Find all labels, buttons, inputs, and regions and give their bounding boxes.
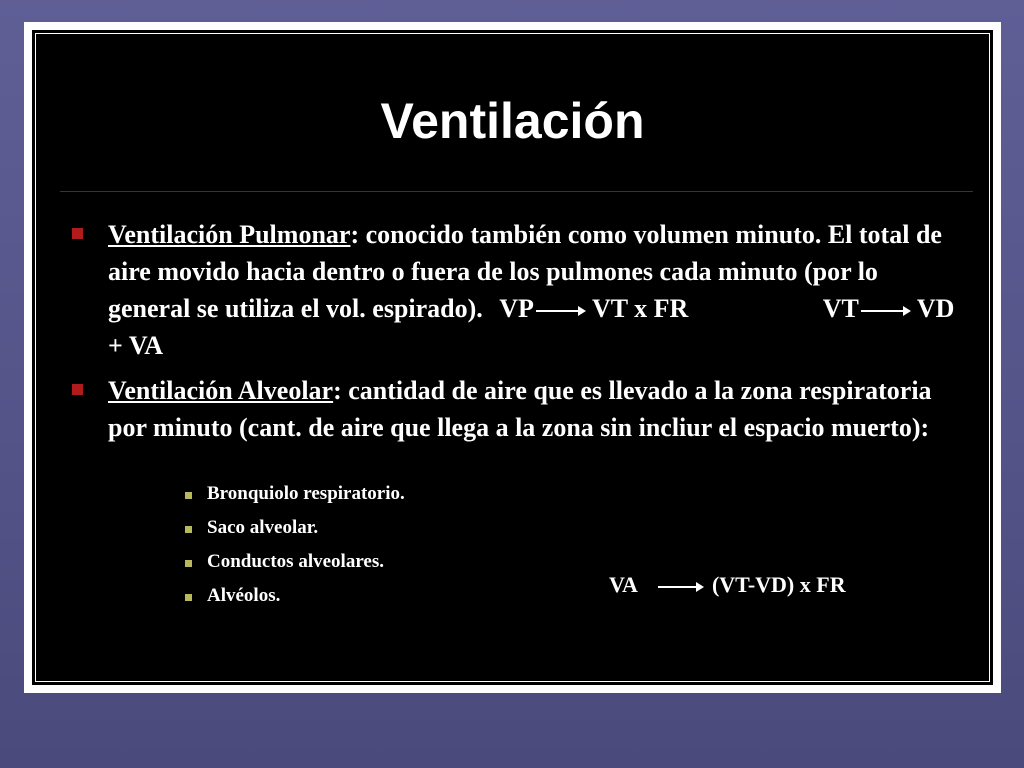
formula-va bbox=[609, 570, 846, 600]
slide-frame bbox=[24, 22, 1001, 693]
arrow-right-icon bbox=[536, 310, 584, 312]
bullet-term: Ventilación Pulmonar bbox=[108, 220, 351, 249]
formula-vp-right: VT x FR bbox=[591, 294, 689, 323]
formula-va-right: (VT-VD) x FR bbox=[711, 572, 846, 597]
formula-vp-left: VP bbox=[499, 294, 534, 323]
formula-vt-left: VT bbox=[822, 294, 859, 323]
bullet-term: Ventilación Alveolar bbox=[108, 376, 334, 405]
title-divider bbox=[60, 191, 973, 192]
sub-bullet-square-icon bbox=[185, 526, 192, 533]
slide-title: Ventilación bbox=[380, 93, 645, 149]
bullet-text: : cantidad de aire que es llevado a la zona respiratoria por minuto (cant. de aire que llega a la zona sin incliur el espacio muerto): bbox=[108, 376, 932, 442]
formula-va-left: VA bbox=[609, 572, 638, 597]
sub-bullet-square-icon bbox=[185, 492, 192, 499]
sub-bullet: Alvéolos. bbox=[207, 579, 280, 613]
sub-bullet: Conductos alveolares. bbox=[207, 545, 384, 579]
arrow-right-icon bbox=[861, 310, 909, 312]
arrow-right-icon bbox=[658, 586, 702, 588]
sub-bullet-square-icon bbox=[185, 594, 192, 601]
slide-content bbox=[32, 30, 993, 685]
sub-bullet-square-icon bbox=[185, 560, 192, 567]
bullet-square-icon bbox=[72, 384, 83, 395]
bullet-ventilacion-alveolar bbox=[108, 372, 958, 446]
bullet-text: : conocido también como volumen minuto. El total de aire movido hacia dentro o fuera de los pulmones cada minuto (por lo general se utiliza el vol. espirado). bbox=[108, 220, 942, 323]
bullet-square-icon bbox=[72, 228, 83, 239]
formula-vt-right: VD + VA bbox=[108, 294, 955, 360]
sub-bullet: Saco alveolar. bbox=[207, 511, 318, 545]
bullet-ventilacion-pulmonar bbox=[108, 216, 958, 364]
sub-bullet: Bronquiolo respiratorio. bbox=[207, 477, 405, 511]
